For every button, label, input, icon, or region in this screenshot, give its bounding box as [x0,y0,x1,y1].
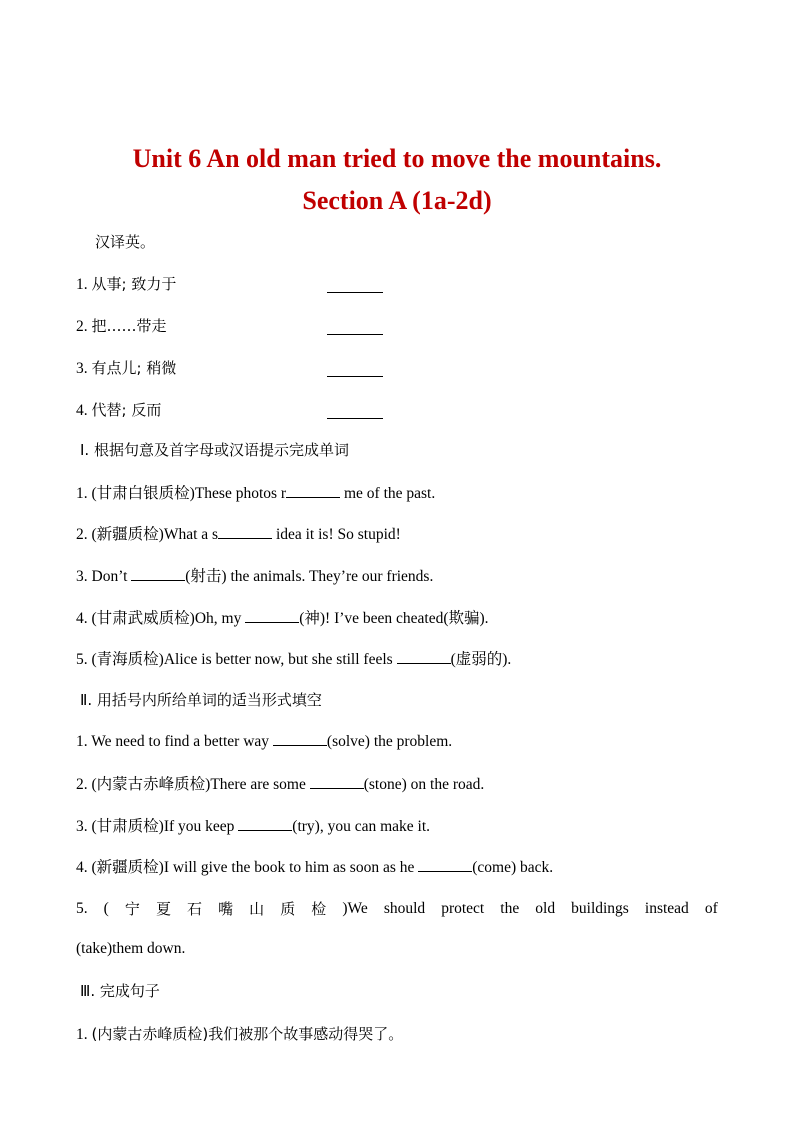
question-text: (新疆质检)What a s [91,526,219,543]
vocab-item-number: 2. [76,318,88,335]
vocab-item-1 [76,274,176,295]
answer-blank[interactable] [238,816,292,831]
question-text: Don’t [91,568,132,585]
answer-blank[interactable] [418,857,472,872]
question-text: (神)! I’ve been cheated(欺骗). [299,610,489,627]
vocab-item-text: 有点儿; 稍微 [91,359,177,377]
answer-blank[interactable] [286,483,340,498]
section-2-item-4: 4. (新疆质检)I will give the book to him as soon as he (come) back. [76,859,554,876]
section-3-item-1: 1. (内蒙古赤峰质检)我们被那个故事感动得哭了。 [76,1025,404,1043]
section-1-item-1: 1. (甘肃白银质检)These photos r me of the past. [76,485,436,502]
question-text: (come) back. [472,859,554,876]
section-1-item-2: 2. (新疆质检)What a s idea it is! So stupid! [76,526,401,543]
section-1-heading: Ⅰ. 根据句意及首字母或汉语提示完成单词 [80,441,349,459]
title-line-2: Section A (1a-2d) [302,186,492,215]
vocab-item-text: 从事; 致力于 [91,275,177,293]
vocab-item-number: 1. [76,276,88,293]
section-1-item-5: 5. (青海质检)Alice is better now, but she still feels (虚弱的). [76,651,512,668]
answer-blank[interactable] [310,774,364,789]
question-text: (虚弱的). [450,651,512,668]
question-text: (甘肃质检)If you keep [91,818,239,835]
section-2-item-1: 1. We need to find a better way (solve) the problem. [76,733,453,750]
vocab-item-text: 把……带走 [91,317,167,335]
question-text: (内蒙古赤峰质检)There are some [91,776,310,793]
question-text: (try), you can make it. [292,818,431,835]
question-text: (射击) the animals. They’re our friends. [185,568,434,585]
question-text: (stone) on the road. [363,776,485,793]
vocab-item-4 [76,400,161,421]
answer-blank[interactable] [273,731,327,746]
vocab-item-number: 4. [76,402,88,419]
answer-blank[interactable] [218,524,272,539]
answer-blank[interactable] [327,316,383,335]
answer-blank[interactable] [397,649,451,664]
section-1-item-4: 4. (甘肃武威质检)Oh, my (神)! I’ve been cheated(欺骗). [76,610,489,627]
section-2-item-5: 5. ( 宁 夏 石 嘴 山 质 检 )We should protect the old buildings instead of [76,900,718,918]
title-line-1: Unit 6 An old man tried to move the mountains. [132,144,662,173]
section-3-heading: Ⅲ. 完成句子 [80,982,160,1000]
section-2-item-2: 2. (内蒙古赤峰质检)There are some (stone) on the road. [76,776,485,793]
question-text: (甘肃白银质检)These photos r [91,485,287,502]
vocab-heading: 汉译英。 [95,233,156,251]
answer-blank[interactable] [327,358,383,377]
question-text: We need to find a better way [91,733,273,750]
question-text: (甘肃武威质检)Oh, my [91,610,246,627]
question-text: (青海质检)Alice is better now, but she still feels [91,651,397,668]
answer-blank[interactable] [327,400,383,419]
vocab-item-2 [76,316,167,337]
vocab-item-number: 3. [76,360,88,377]
section-1-item-3: 3. Don’t (射击) the animals. They’re our friends. [76,568,434,585]
vocab-item-text: 代替; 反而 [91,401,162,419]
question-text: (solve) the problem. [326,733,453,750]
question-text: (内蒙古赤峰质检)我们被那个故事感动得哭了。 [91,1025,404,1043]
section-2-heading: Ⅱ. 用括号内所给单词的适当形式填空 [80,691,322,709]
answer-blank[interactable] [245,608,299,623]
answer-blank[interactable] [327,274,383,293]
question-text: (新疆质检)I will give the book to him as soon as he [91,859,419,876]
section-2-item-3: 3. (甘肃质检)If you keep (try), you can make it. [76,818,431,835]
answer-blank[interactable] [131,566,185,581]
question-text: me of the past. [340,485,436,502]
section-2-item-5-continuation: (take)them down. [76,940,186,957]
question-text: idea it is! So stupid! [272,526,401,543]
vocab-item-3 [76,358,176,379]
